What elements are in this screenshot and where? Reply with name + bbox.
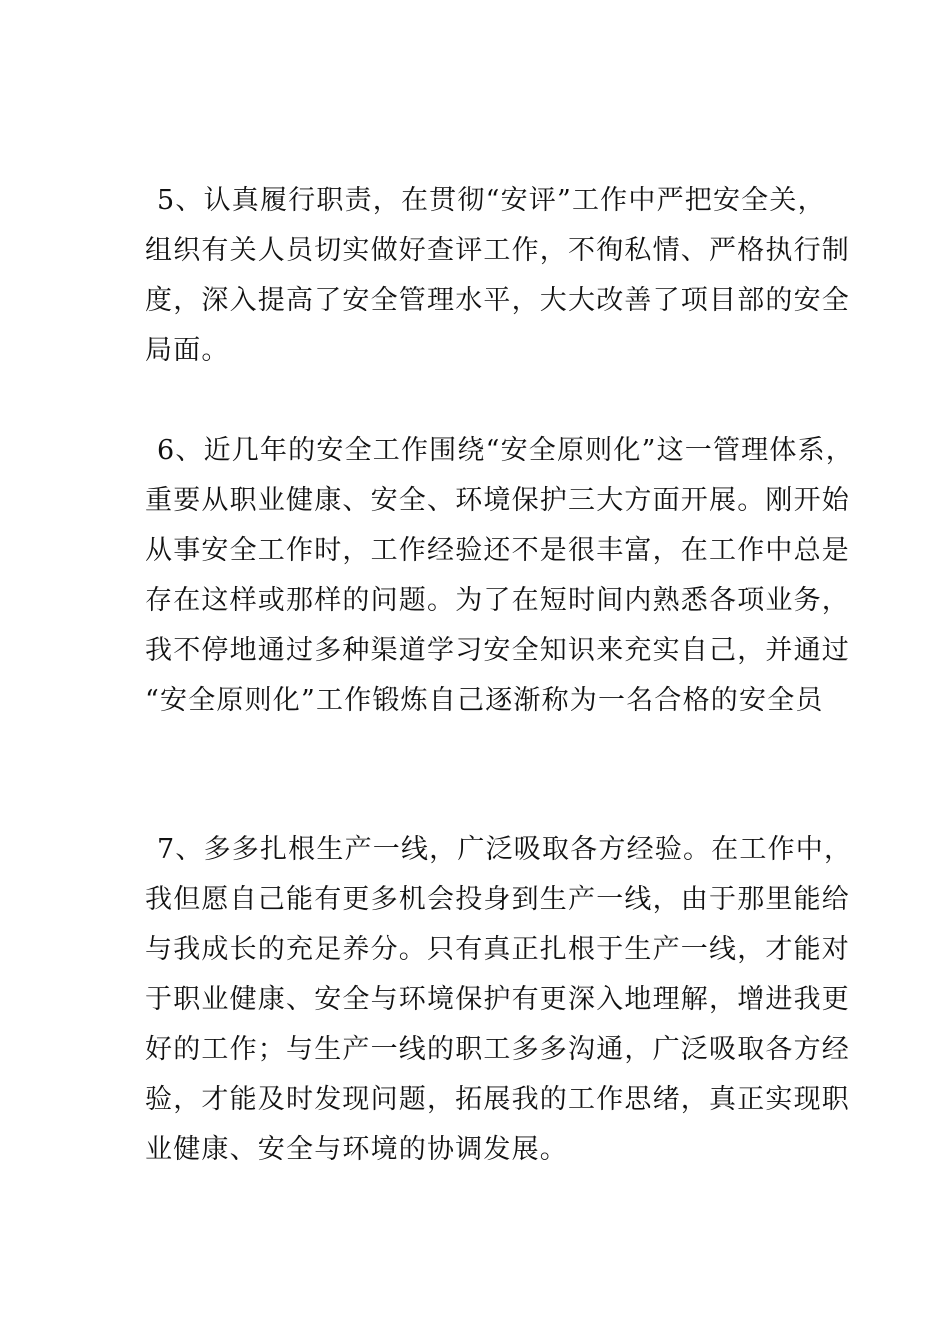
- paragraph-line: 我不停地通过多种渠道学习安全知识来充实自己，并通过: [145, 635, 850, 666]
- paragraph-line: 我但愿自己能有更多机会投身到生产一线，由于那里能给: [145, 884, 850, 915]
- paragraph-line: 局面。: [145, 335, 230, 366]
- paragraph-line: 于职业健康、安全与环境保护有更深入地理解，增进我更: [145, 984, 850, 1015]
- paragraph-line: 7、多多扎根生产一线，广泛吸取各方经验。在工作中，: [157, 834, 853, 865]
- paragraph-line: 重要从职业健康、安全、环境保护三大方面开展。刚开始: [145, 485, 850, 516]
- paragraph-line: 业健康、安全与环境的协调发展。: [145, 1134, 568, 1165]
- paragraph-line: 度，深入提高了安全管理水平，大大改善了项目部的安全: [145, 285, 850, 316]
- paragraph-line: 5、认真履行职责，在贯彻“安评”工作中严把安全关，: [157, 185, 826, 216]
- paragraph-line: 从事安全工作时，工作经验还不是很丰富，在工作中总是: [145, 535, 850, 566]
- paragraph-line: 验，才能及时发现问题，拓展我的工作思绪，真正实现职: [145, 1084, 850, 1115]
- paragraph-line: 6、近几年的安全工作围绕“安全原则化”这一管理体系，: [157, 435, 854, 466]
- paragraph-line: 好的工作；与生产一线的职工多多沟通，广泛吸取各方经: [145, 1034, 850, 1065]
- paragraph-line: 组织有关人员切实做好查评工作，不徇私情、严格执行制: [145, 235, 850, 266]
- paragraph-line: “安全原则化”工作锻炼自己逐渐称为一名合格的安全员: [145, 685, 824, 716]
- paragraph-line: 存在这样或那样的问题。为了在短时间内熟悉各项业务，: [145, 585, 850, 616]
- paragraph-line: 与我成长的充足养分。只有真正扎根于生产一线，才能对: [145, 934, 850, 965]
